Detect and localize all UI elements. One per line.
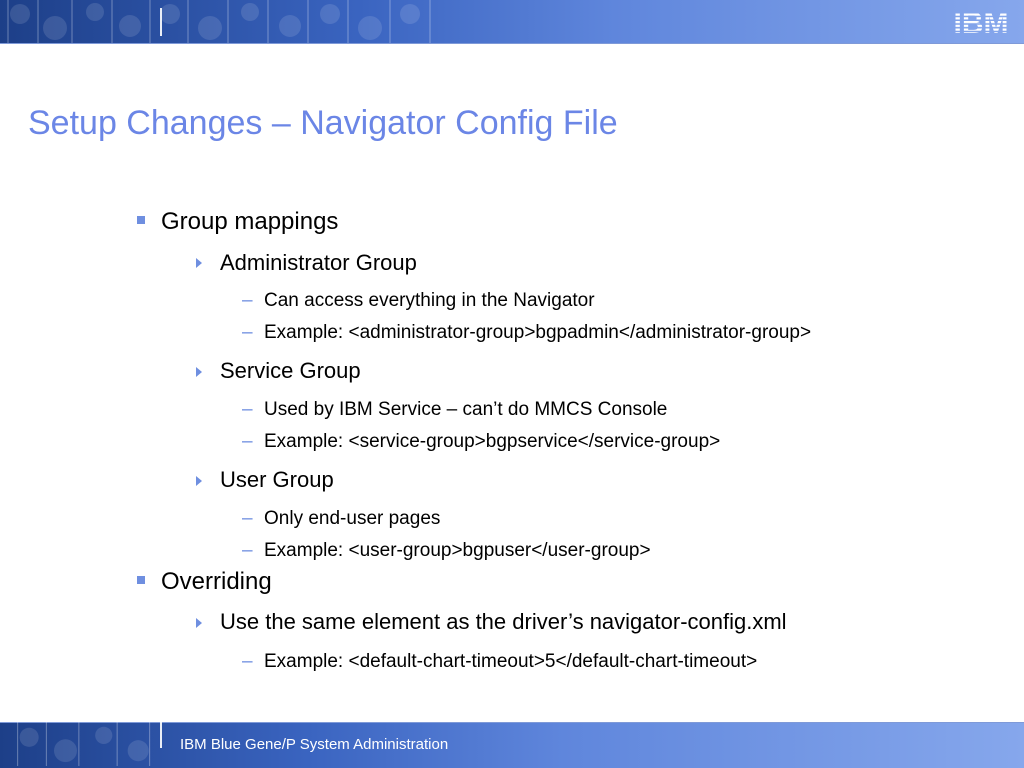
sub-bullet-user-example: Example: <user-group>bgpuser</user-group> — [264, 540, 651, 561]
sub-bullet-override-example: Example: <default-chart-timeout>5</default-chart-timeout> — [264, 651, 758, 672]
bullet-square-icon — [137, 576, 145, 584]
bullet-dash-icon: – — [242, 651, 253, 672]
bullet-dash-icon: – — [242, 508, 253, 529]
bullet-user-group: User Group — [220, 467, 334, 492]
bullet-administrator-group: Administrator Group — [220, 250, 417, 275]
sub-bullet-service-usage: Used by IBM Service – can’t do MMCS Console — [264, 399, 668, 420]
bullet-arrow-icon — [196, 258, 202, 268]
sub-bullet-admin-access: Can access everything in the Navigator — [264, 290, 595, 311]
footer-text: IBM Blue Gene/P System Administration — [180, 736, 449, 753]
bullet-arrow-icon — [196, 367, 202, 377]
sub-bullet-service-example: Example: <service-group>bgpservice</service-group> — [264, 431, 721, 452]
bullet-arrow-icon — [196, 618, 202, 628]
ibm-logo-text: IBM — [953, 7, 1009, 36]
bullet-group-mappings: Group mappings — [161, 208, 339, 235]
bullet-use-same-element: Use the same element as the driver’s navigator-config.xml — [220, 609, 787, 634]
bullet-dash-icon: – — [242, 399, 253, 420]
sub-bullet-user-pages: Only end-user pages — [264, 508, 441, 529]
sub-bullet-admin-example: Example: <administrator-group>bgpadmin</administrator-group> — [264, 322, 812, 343]
bullet-overriding: Overriding — [161, 568, 272, 595]
footer-banner — [0, 722, 1024, 768]
slide-title: Setup Changes – Navigator Config File — [28, 104, 618, 142]
bullet-dash-icon: – — [242, 540, 253, 561]
bullet-dash-icon: – — [242, 290, 253, 311]
bullet-square-icon — [137, 216, 145, 224]
bullet-dash-icon: – — [242, 431, 253, 452]
bullet-service-group: Service Group — [220, 358, 361, 383]
footer-divider — [160, 722, 162, 748]
bullet-arrow-icon — [196, 476, 202, 486]
bullet-dash-icon: – — [242, 322, 253, 343]
